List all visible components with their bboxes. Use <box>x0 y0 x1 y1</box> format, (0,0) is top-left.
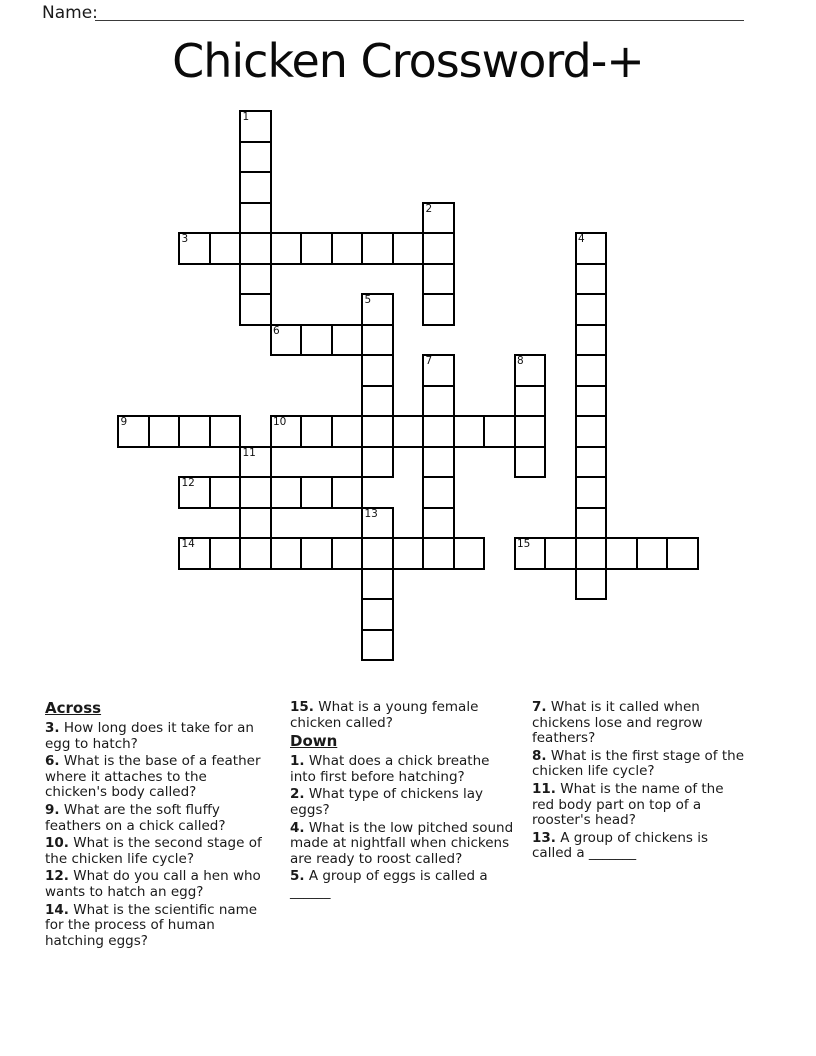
clue <box>45 903 263 950</box>
grid-cell <box>239 141 272 174</box>
grid-cell <box>270 537 303 570</box>
grid-cell <box>239 446 272 479</box>
clue <box>45 721 263 752</box>
grid-cell <box>575 385 608 418</box>
grid-cell <box>331 415 364 448</box>
grid-cell <box>209 232 242 265</box>
grid-cell <box>575 354 608 387</box>
clue-text: What is it called when chickens lose and regrow feathers? <box>532 699 703 747</box>
grid-cell <box>453 537 486 570</box>
grid-cell <box>514 385 547 418</box>
clue-number: 14. <box>45 901 69 918</box>
cell-number: 1 <box>242 111 250 123</box>
grid-cell <box>392 537 425 570</box>
cell-number: 4 <box>578 233 585 245</box>
grid-cell <box>239 202 272 235</box>
grid-cell <box>392 415 425 448</box>
grid-cell <box>300 232 333 265</box>
cell-number: 6 <box>273 324 280 337</box>
clue <box>290 869 518 900</box>
grid-cell <box>422 385 455 418</box>
grid-cell <box>575 476 608 509</box>
grid-cell <box>361 232 394 265</box>
clue-text: What is the scientific name for the process of human hatching eggs? <box>45 901 258 949</box>
cell-number: 7 <box>425 355 433 367</box>
grid-cell <box>605 537 638 570</box>
grid-cell <box>514 415 547 448</box>
grid-cell <box>300 324 333 357</box>
grid-cell <box>422 232 455 265</box>
clues-heading-across: Across <box>45 699 102 717</box>
grid-cell <box>392 232 425 265</box>
grid-cell <box>575 568 608 601</box>
clue-number: 15. <box>290 699 314 715</box>
clue-number: 2. <box>290 786 305 803</box>
cell-number: 2 <box>425 202 433 215</box>
cell-number: 8 <box>517 355 524 367</box>
clue-number: 4. <box>290 819 305 836</box>
clue <box>532 831 749 862</box>
clue <box>45 836 263 867</box>
grid-cell <box>270 324 303 357</box>
grid-cell <box>361 385 394 418</box>
clue-number: 10. <box>45 835 69 852</box>
grid-cell <box>361 598 394 631</box>
clue <box>45 754 263 801</box>
grid-cell <box>483 415 516 448</box>
grid-cell <box>209 476 242 509</box>
clue-number: 3. <box>45 720 60 736</box>
grid-cell <box>331 324 364 357</box>
grid-cell <box>361 354 394 387</box>
clue <box>45 869 263 900</box>
cell-number: 12 <box>181 477 195 489</box>
grid-cell <box>239 232 272 265</box>
grid-cell <box>178 537 211 570</box>
grid-cell <box>422 507 455 540</box>
name-label: Name: <box>42 3 98 23</box>
grid-cell <box>361 568 394 601</box>
grid-cell <box>178 232 211 265</box>
grid-cell <box>209 415 242 448</box>
grid-cell <box>575 263 608 296</box>
grid-cell <box>270 232 303 265</box>
clue <box>290 787 518 818</box>
cell-number: 15 <box>517 538 531 550</box>
grid-cell <box>117 415 150 448</box>
clue-text: What is the name of the red body part on top of a rooster's head? <box>532 780 724 829</box>
cell-number: 10 <box>273 416 287 428</box>
clue-number: 13. <box>532 829 556 846</box>
grid-cell <box>575 446 608 479</box>
grid-cell <box>239 171 272 204</box>
cell-number: 9 <box>120 416 128 428</box>
grid-cell <box>422 354 455 387</box>
grid-cell <box>239 537 272 570</box>
clue-column-across <box>45 699 263 951</box>
clue-text: What is the second stage of the chicken life cycle? <box>45 835 262 867</box>
clue-column-right <box>532 700 749 864</box>
clue <box>290 700 518 731</box>
crossword-grid <box>118 111 704 663</box>
clue-text: What are the soft fluffy feathers on a chick called? <box>45 801 226 834</box>
grid-cell <box>575 415 608 448</box>
clue-number: 1. <box>290 753 305 770</box>
clue-text: What is the low pitched sound made at nightfall when chickens are ready to roost called? <box>290 819 514 867</box>
clue-number: 6. <box>45 753 60 770</box>
grid-cell <box>514 446 547 479</box>
grid-cell <box>361 507 394 540</box>
grid-cell <box>544 537 577 570</box>
grid-cell <box>178 415 211 448</box>
grid-cell <box>575 232 608 265</box>
grid-cell <box>300 537 333 570</box>
cell-number: 3 <box>181 233 189 245</box>
grid-cell <box>239 476 272 509</box>
clue-number: 7. <box>532 699 547 715</box>
grid-cell <box>636 537 669 570</box>
clue <box>290 821 518 868</box>
grid-cell <box>361 537 394 570</box>
clue-text: What type of chickens lay eggs? <box>290 786 484 818</box>
grid-cell <box>239 507 272 540</box>
clue <box>45 803 263 834</box>
clue-text: A group of eggs is called a ______ <box>290 868 488 900</box>
clue-column-middle <box>290 700 518 903</box>
grid-cell <box>209 537 242 570</box>
clue-number: 12. <box>45 868 69 885</box>
grid-cell <box>331 476 364 509</box>
clue-text: What is the base of a feather where it attaches to the chicken's body called? <box>45 753 261 801</box>
grid-cell <box>239 263 272 296</box>
grid-cell <box>331 537 364 570</box>
grid-cell <box>361 293 394 326</box>
grid-cell <box>148 415 181 448</box>
grid-cell <box>270 415 303 448</box>
grid-cell <box>239 110 272 143</box>
grid-cell <box>575 537 608 570</box>
clue <box>532 700 749 747</box>
grid-cell <box>361 446 394 479</box>
clue-text: What do you call a hen who wants to hatch an egg? <box>45 868 261 900</box>
name-blank-line <box>95 4 744 21</box>
grid-cell <box>422 476 455 509</box>
cell-number: 14 <box>181 538 195 550</box>
grid-cell <box>575 324 608 357</box>
clue-text: A group of chickens is called a _______ <box>532 829 709 862</box>
clue <box>290 754 518 785</box>
cell-number: 5 <box>364 294 372 306</box>
clue-number: 11. <box>532 780 556 797</box>
clue-text: What is the first stage of the chicken life cycle? <box>532 747 745 780</box>
clue-text: How long does it take for an egg to hatch? <box>45 720 254 752</box>
clue-number: 5. <box>290 868 305 885</box>
grid-cell <box>422 263 455 296</box>
cell-number: 13 <box>364 507 378 520</box>
grid-cell <box>361 324 394 357</box>
grid-cell <box>575 293 608 326</box>
worksheet-title: Chicken Crossword-+ <box>172 34 644 88</box>
grid-cell <box>514 537 547 570</box>
grid-cell <box>422 293 455 326</box>
grid-cell <box>239 293 272 326</box>
cell-number: 11 <box>242 446 256 459</box>
clue-text: What does a chick breathe into first before hatching? <box>290 753 490 785</box>
grid-cell <box>422 446 455 479</box>
clue-text: What is a young female chicken called? <box>290 699 479 731</box>
clues-heading-down: Down <box>290 732 338 751</box>
grid-cell <box>270 476 303 509</box>
grid-cell <box>575 507 608 540</box>
grid-cell <box>300 415 333 448</box>
grid-cell <box>361 415 394 448</box>
clue <box>532 782 749 829</box>
grid-cell <box>178 476 211 509</box>
clue-number: 8. <box>532 747 547 764</box>
grid-cell <box>300 476 333 509</box>
grid-cell <box>331 232 364 265</box>
grid-cell <box>453 415 486 448</box>
grid-cell <box>422 202 455 235</box>
clue <box>532 749 749 780</box>
grid-cell <box>361 629 394 662</box>
grid-cell <box>514 354 547 387</box>
grid-cell <box>422 537 455 570</box>
clue-number: 9. <box>45 801 60 818</box>
grid-cell <box>666 537 699 570</box>
grid-cell <box>422 415 455 448</box>
